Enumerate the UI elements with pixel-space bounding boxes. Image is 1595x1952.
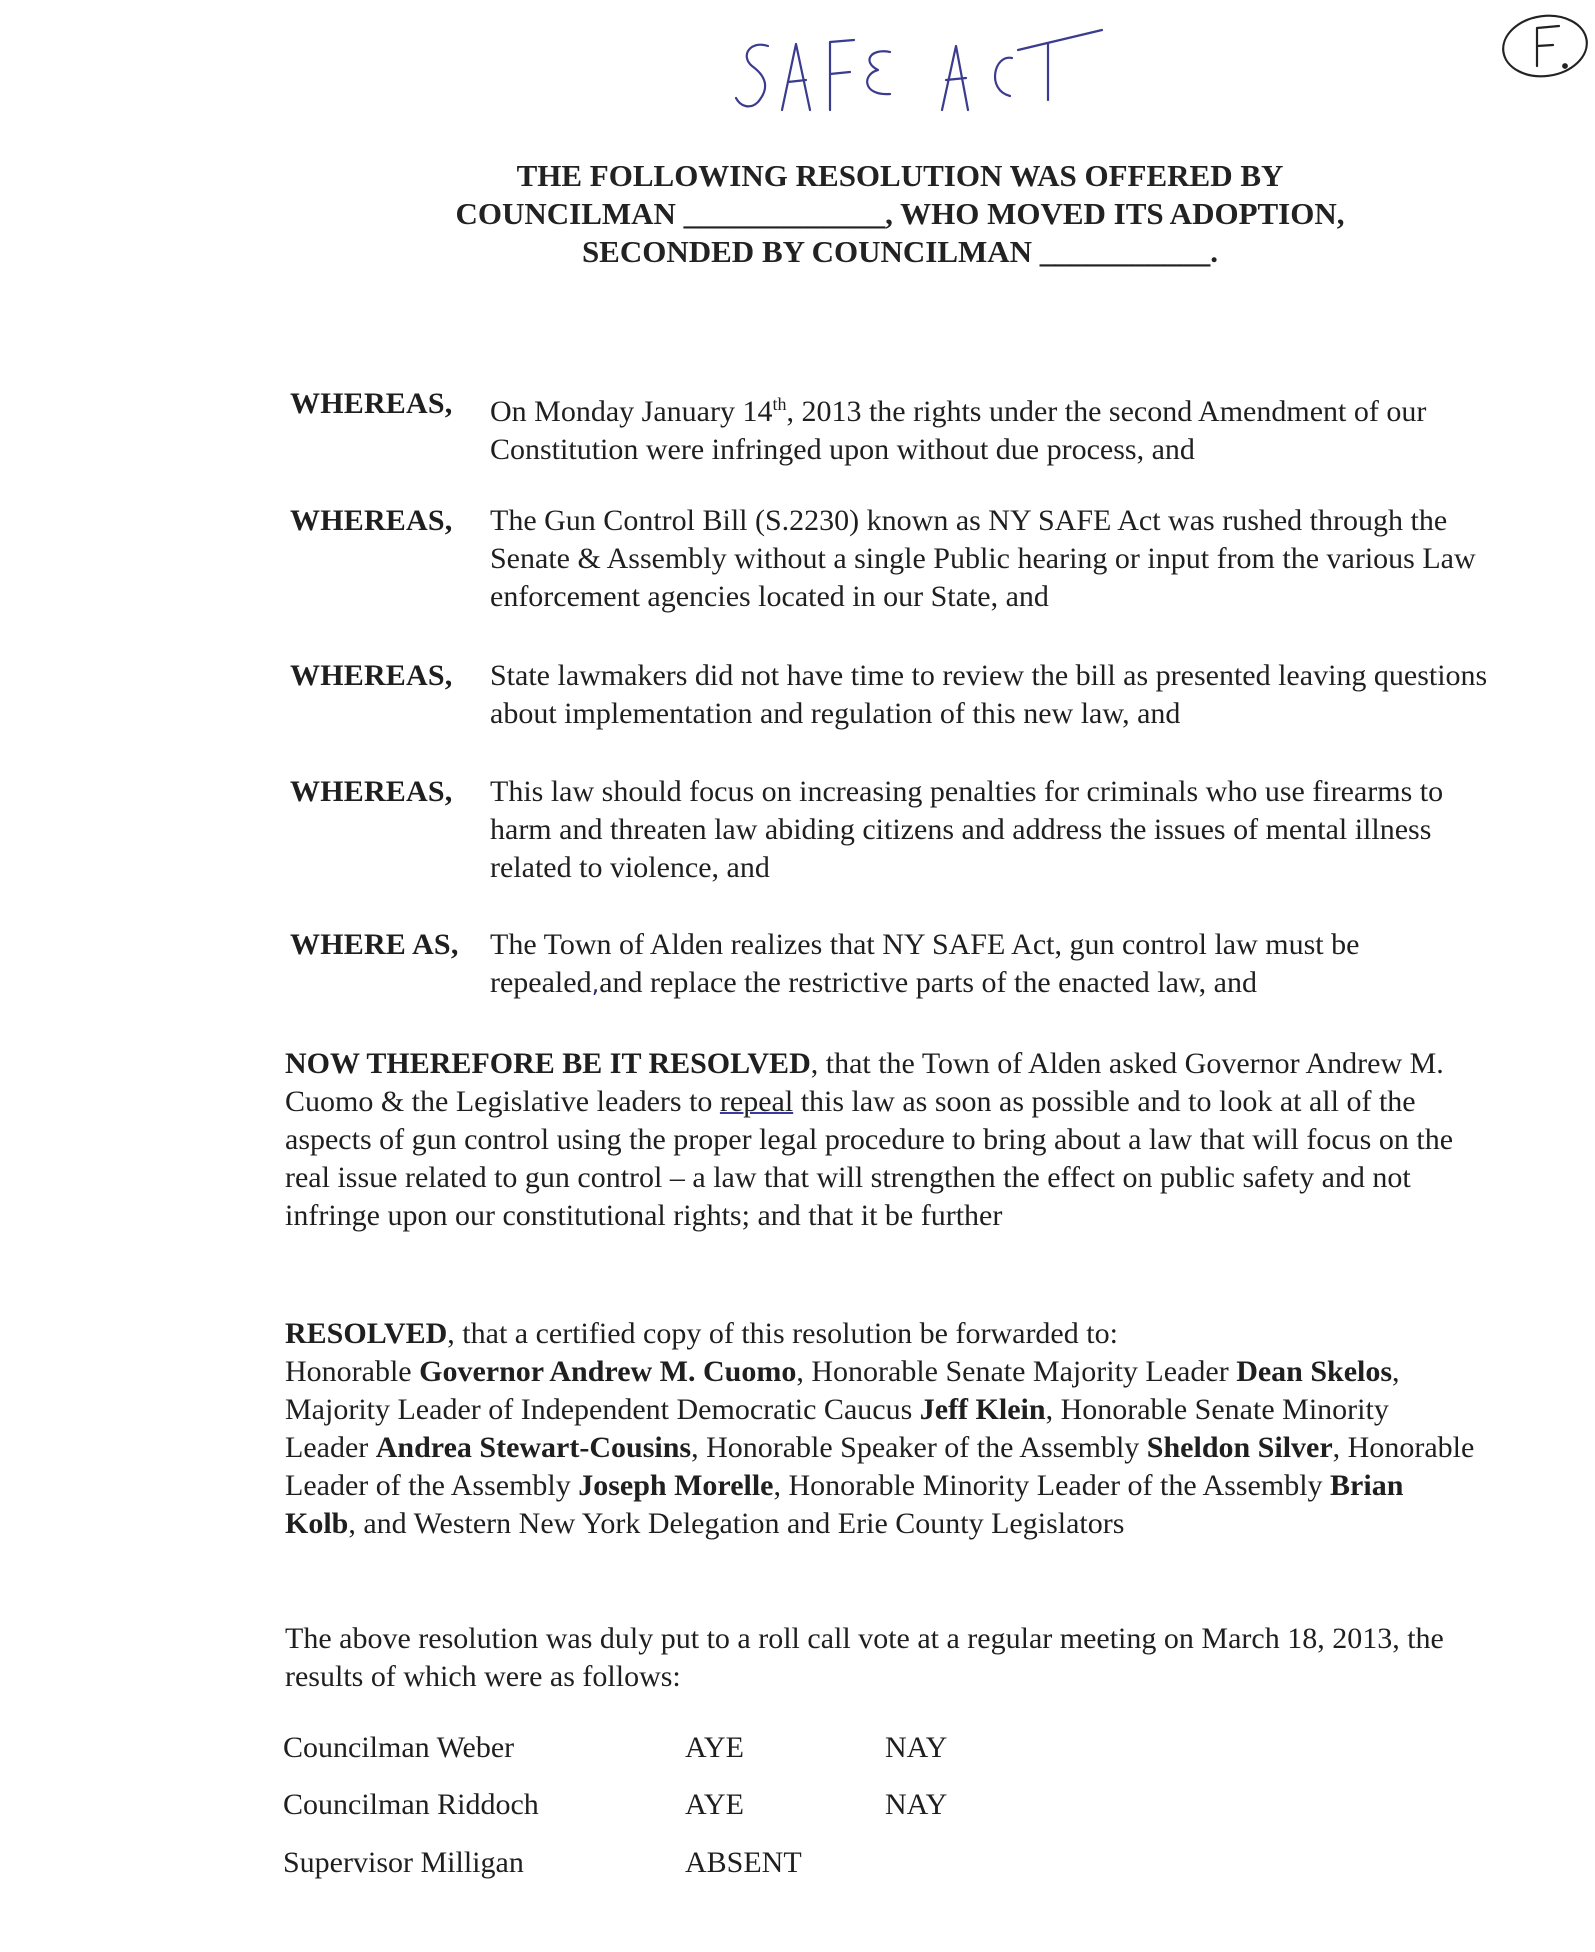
handwritten-circled-letter: [1495, 8, 1595, 88]
whereas-clause-2: [290, 502, 1510, 616]
whereas-label: WHERE AS,: [290, 928, 459, 961]
vote-nay: NAY: [885, 1788, 948, 1821]
whereas-text-part: On Monday January 14: [490, 395, 773, 428]
whereas-clause-1: [290, 385, 1510, 469]
recipient-text: , and Western New York Delegation and Erie County Legislators: [348, 1507, 1125, 1540]
recipient-text: , Honorable Senate Majority Leader: [796, 1355, 1237, 1388]
whereas-label: WHEREAS,: [290, 504, 453, 537]
whereas-text: The Gun Control Bill (S.2230) known as NY SAFE Act was rushed through the Senate & Assembly without a single Public hearing or input from the various Law enforcement agencies located in our State, and: [490, 504, 1476, 613]
whereas-clause-5: [290, 926, 1510, 1003]
whereas-label: WHEREAS,: [290, 659, 453, 692]
whereas-text: State lawmakers did not have time to review the bill as presented leaving questions about implementation and regulation of this new law, and: [490, 659, 1488, 730]
vote-aye: AYE: [685, 1788, 744, 1821]
whereas-text: [490, 926, 1510, 1003]
recipient-name: Jeff Klein: [919, 1393, 1046, 1426]
resolved-paragraph: [285, 1045, 1475, 1235]
heading-line-3: SECONDED BY COUNCILMAN ___________.: [581, 234, 1219, 269]
whereas-text: This law should focus on increasing penalties for criminals who use firearms to harm and threaten law abiding citizens and address the issues of mental illness related to violence, and: [490, 775, 1444, 884]
recipient-text: , Honorable Leader of the Assembly: [285, 1431, 1475, 1502]
resolution-heading: [380, 157, 1420, 271]
voter-name: Supervisor Milligan: [283, 1846, 524, 1879]
whereas-text-part: The Town of Alden realizes that NY SAFE Act, gun control law must be repealed: [490, 928, 1360, 999]
handwritten-comma-mark: ,: [591, 970, 600, 998]
recipient-name: Andrea Stewart-Cousins: [375, 1431, 692, 1464]
heading-line-1: THE FOLLOWING RESOLUTION WAS OFFERED BY: [516, 158, 1284, 193]
recipient-name: Dean Skelos: [1236, 1355, 1393, 1388]
heading-line-2: COUNCILMAN _____________, WHO MOVED ITS ADOPTION,: [455, 196, 1345, 231]
whereas-label: WHEREAS,: [290, 387, 453, 420]
voter-name: Councilman Riddoch: [283, 1788, 539, 1821]
vote-nay: NAY: [885, 1731, 948, 1764]
recipient-text: , Majority Leader of Independent Democratic Caucus: [285, 1355, 1400, 1426]
resolved-lead: NOW THEREFORE BE IT RESOLVED: [285, 1047, 811, 1080]
forwarding-intro: [285, 1315, 1475, 1353]
recipients-list: [285, 1353, 1475, 1543]
whereas-label: WHEREAS,: [290, 775, 453, 808]
recipient-name: Sheldon Silver: [1146, 1431, 1333, 1464]
vote-aye: AYE: [685, 1731, 744, 1764]
vote-absent: ABSENT: [685, 1846, 802, 1879]
voter-name: Councilman Weber: [283, 1731, 515, 1764]
recipient-text: , Honorable Speaker of the Assembly: [691, 1431, 1147, 1464]
forwarding-lead: RESOLVED: [285, 1317, 448, 1350]
recipient-name: Joseph Morelle: [578, 1469, 774, 1502]
recipient-text: , Honorable Minority Leader of the Assembly: [773, 1469, 1331, 1502]
whereas-text-part: and replace the restrictive parts of the enacted law, and: [599, 966, 1257, 999]
whereas-clause-3: [290, 657, 1510, 733]
vote-intro: The above resolution was duly put to a roll call vote at a regular meeting on March 18, 2013, the results of which were as follows:: [285, 1622, 1444, 1693]
recipient-name: Brian Kolb: [285, 1469, 1404, 1540]
whereas-text-part: , 2013 the rights under the second Amendment of our Constitution were infringed upon without due process, and: [490, 395, 1427, 466]
ordinal-superscript: th: [772, 394, 787, 414]
recipient-text: Honorable: [285, 1355, 420, 1388]
recipient-text: , Honorable Senate Minority Leader: [285, 1393, 1389, 1464]
forwarding-intro-text: , that a certified copy of this resolution be forwarded to:: [447, 1317, 1118, 1350]
underlined-word: repeal: [719, 1085, 794, 1118]
whereas-text: [490, 385, 1510, 469]
recipient-name: Governor Andrew M. Cuomo: [419, 1355, 797, 1388]
resolved-text-part: , that the Town of Alden asked Governor Andrew M. Cuomo & the Legislative leaders to: [285, 1047, 1444, 1118]
whereas-clause-4: [290, 773, 1510, 887]
handwritten-title: [730, 18, 1110, 128]
resolved-text-part: this law as soon as possible and to look at all of the aspects of gun control using the proper legal procedure to bring about a law that will focus on the real issue related to gun control – a law that will strengthen the effect on public safety and not infringe upon our constitutional rights; and that it be further: [285, 1085, 1454, 1232]
forwarding-paragraph: [285, 1315, 1475, 1543]
